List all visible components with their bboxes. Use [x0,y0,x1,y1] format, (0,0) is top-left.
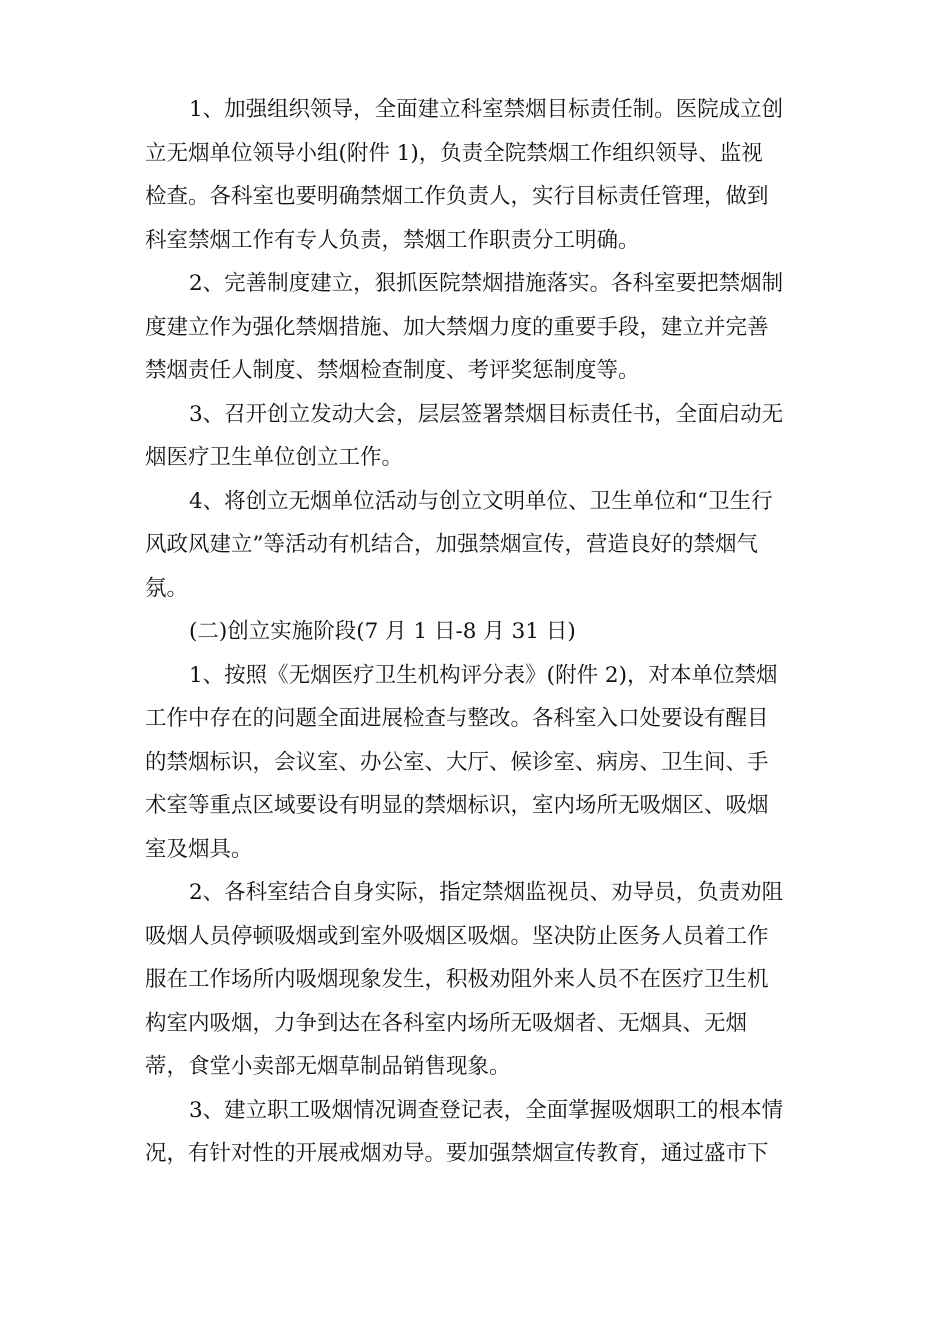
paragraph-1 [145,88,810,262]
text-line: 的禁烟标识，会议室、办公室、大厅、候诊室、病房、卫生间、手 [145,749,769,775]
text-line: 度建立作为强化禁烟措施、加大禁烟力度的重要手段，建立并完善 [145,314,769,340]
paragraph-2 [145,262,810,393]
text-line: (二)创立实施阶段(7 月 1 日-8 月 31 日) [189,619,576,644]
text-line: 4、将创立无烟单位活动与创立文明单位、卫生单位和“卫生行 [189,488,773,514]
text-line: 风政风建立”等活动有机结合，加强禁烟宣传，营造良好的禁烟气 [145,532,758,557]
text-line: 工作中存在的问题全面进展检查与整改。各科室入口处要设有醒目 [145,706,769,731]
text-line: 服在工作场所内吸烟现象发生，积极劝阻外来人员不在医疗卫生机 [145,967,769,992]
text-line: 构室内吸烟，力争到达在各科室内场所无吸烟者、无烟具、无烟 [145,1010,748,1036]
text-line: 蒂，食堂小卖部无烟草制品销售现象。 [145,1054,511,1079]
text-line: 氛。 [145,575,189,601]
text-line: 室及烟具。 [145,836,253,862]
text-line: 烟医疗卫生单位创立工作。 [145,445,404,470]
text-line: 检查。各科室也要明确禁烟工作负责人，实行目标责任管理，做到 [145,184,769,209]
text-line: 3、召开创立发动大会，层层签署禁烟目标责任书，全面启动无 [189,401,784,427]
text-line: 禁烟责任人制度、禁烟检查制度、考评奖惩制度等。 [145,358,640,383]
text-line: 1、加强组织领导，全面建立科室禁烟目标责任制。医院成立创 [189,97,784,122]
text-line: 科室禁烟工作有专人负责，禁烟工作职责分工明确。 [145,227,640,253]
text-line: 术室等重点区域要设有明显的禁烟标识，室内场所无吸烟区、吸烟 [145,793,769,818]
text-line: 1、按照《无烟医疗卫生机构评分表》(附件 2)，对本单位禁烟 [189,662,778,688]
section-heading [145,610,810,654]
text-line: 2、完善制度建立，狠抓医院禁烟措施落实。各科室要把禁烟制 [189,271,784,296]
paragraph-7 [145,871,810,1089]
paragraph-4 [145,480,810,611]
text-line: 况，有针对性的开展戒烟劝导。要加强禁烟宣传教育，通过盛市下 [145,1141,769,1166]
paragraph-8 [145,1089,810,1176]
text-line: 2、各科室结合自身实际，指定禁烟监视员、劝导员，负责劝阻 [189,880,784,905]
text-line: 3、建立职工吸烟情况调查登记表，全面掌握吸烟职工的根本情 [189,1097,784,1123]
text-line: 吸烟人员停顿吸烟或到室外吸烟区吸烟。坚决防止医务人员着工作 [145,923,769,949]
text-line: 立无烟单位领导小组(附件 1)，负责全院禁烟工作组织领导、监视 [145,140,763,166]
paragraph-3 [145,393,810,480]
paragraph-6 [145,654,810,872]
document-body [145,88,810,1176]
